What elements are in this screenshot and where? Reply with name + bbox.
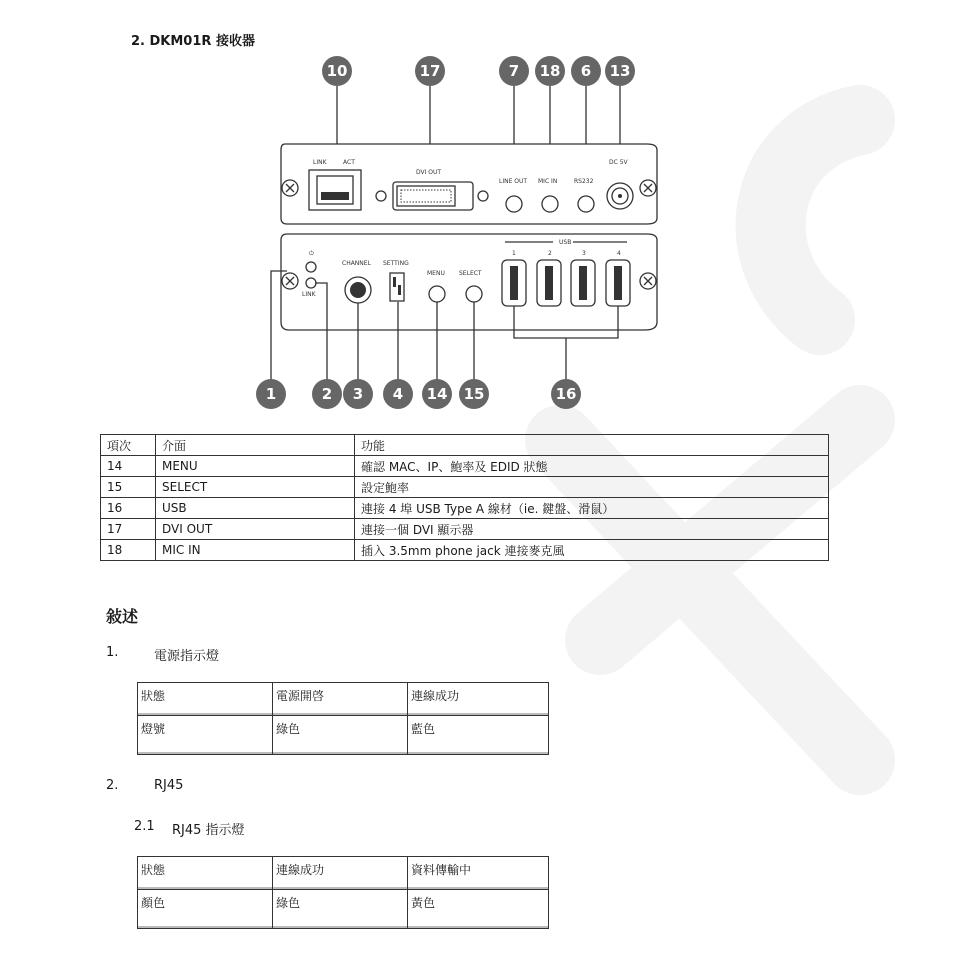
- cell-green: 綠色: [273, 890, 408, 929]
- callout-17: 17: [419, 62, 441, 80]
- cell-status-label: 狀態: [138, 857, 273, 890]
- label-line-out: LINE OUT: [499, 178, 528, 185]
- label-usb-1: 1: [512, 250, 516, 257]
- callout-10: 10: [326, 62, 348, 80]
- cell-item: 15: [101, 477, 156, 498]
- cell-function: 連接一個 DVI 顯示器: [355, 519, 829, 540]
- label-select: SELECT: [459, 270, 482, 277]
- cell-interface: SELECT: [156, 477, 355, 498]
- cell-blue: 藍色: [408, 716, 549, 755]
- table-row: [101, 540, 829, 561]
- label-led-power: ⏻: [309, 250, 314, 257]
- power-led-table: [137, 682, 549, 755]
- callout-18: 18: [539, 62, 561, 80]
- cell-interface: MENU: [156, 456, 355, 477]
- cell-green: 綠色: [273, 716, 408, 755]
- callout-7: 7: [508, 62, 520, 80]
- label-channel: CHANNEL: [342, 260, 371, 267]
- callouts-bottom: [256, 379, 581, 409]
- callout-16: 16: [555, 385, 577, 403]
- item2-title: RJ45: [154, 778, 184, 793]
- table-row: [101, 498, 829, 519]
- label-menu: MENU: [427, 270, 445, 277]
- table-row: [101, 519, 829, 540]
- cell-item: 18: [101, 540, 156, 561]
- rj45-led-table: [137, 856, 549, 929]
- cell-led-label: 燈號: [138, 716, 273, 755]
- label-usb: USB: [559, 239, 572, 246]
- header-function: 功能: [355, 435, 829, 456]
- label-led-link: LINK: [302, 291, 316, 298]
- callout-14: 14: [426, 385, 448, 403]
- cell-interface: USB: [156, 498, 355, 519]
- callout-13: 13: [609, 62, 631, 80]
- cell-item: 16: [101, 498, 156, 519]
- cell-function: 設定鮑率: [355, 477, 829, 498]
- table-row: [101, 477, 829, 498]
- table-row: [138, 683, 549, 716]
- label-usb-2: 2: [548, 250, 552, 257]
- callout-15: 15: [463, 385, 485, 403]
- label-mic-in: MIC IN: [538, 178, 558, 185]
- cell-item: 14: [101, 456, 156, 477]
- cell-color-label: 顏色: [138, 890, 273, 929]
- table-row: [101, 456, 829, 477]
- cell-function: 確認 MAC、IP、鮑率及 EDID 狀態: [355, 456, 829, 477]
- header-item: 項次: [101, 435, 156, 456]
- cell-item: 17: [101, 519, 156, 540]
- item21-number: 2.1: [134, 819, 155, 834]
- label-act: ACT: [343, 159, 355, 166]
- cell-function: 連接 4 埠 USB Type A 線材（ie. 鍵盤、滑鼠）: [355, 498, 829, 519]
- cell-function: 插入 3.5mm phone jack 連接麥克風: [355, 540, 829, 561]
- spec-table: [100, 434, 829, 561]
- label-rs232: RS232: [574, 178, 594, 185]
- label-setting: SETTING: [383, 260, 409, 267]
- table-row: [138, 716, 549, 755]
- callout-1: 1: [265, 385, 277, 403]
- table-row: [138, 857, 549, 890]
- label-usb-3: 3: [582, 250, 586, 257]
- callout-4: 4: [392, 385, 404, 403]
- label-usb-4: 4: [617, 250, 621, 257]
- cell-yellow: 黃色: [408, 890, 549, 929]
- section-title: 2. DKM01R 接收器: [131, 34, 255, 49]
- header-interface: 介面: [156, 435, 355, 456]
- cell-status-label: 狀態: [138, 683, 273, 716]
- label-dvi-out: DVI OUT: [416, 169, 442, 176]
- item1-number: 1.: [106, 645, 119, 660]
- callouts-top: [322, 56, 635, 86]
- callout-2: 2: [321, 385, 333, 403]
- callout-3: 3: [352, 385, 364, 403]
- label-dc5v: DC 5V: [609, 159, 628, 166]
- spec-header-row: [101, 435, 829, 456]
- cell-power-on: 電源開啓: [273, 683, 408, 716]
- label-link: LINK: [313, 159, 327, 166]
- description-heading: 敍述: [106, 607, 139, 626]
- callout-6: 6: [580, 62, 592, 80]
- cell-interface: MIC IN: [156, 540, 355, 561]
- receiver-diagram: [247, 46, 670, 418]
- item2-number: 2.: [106, 778, 119, 793]
- cell-transferring: 資料傳輸中: [408, 857, 549, 890]
- item1-title: 電源指示燈: [154, 649, 220, 664]
- item21-title: RJ45 指示燈: [172, 823, 245, 838]
- table-row: [138, 890, 549, 929]
- cell-interface: DVI OUT: [156, 519, 355, 540]
- cell-connected: 連線成功: [408, 683, 549, 716]
- cell-connected: 連線成功: [273, 857, 408, 890]
